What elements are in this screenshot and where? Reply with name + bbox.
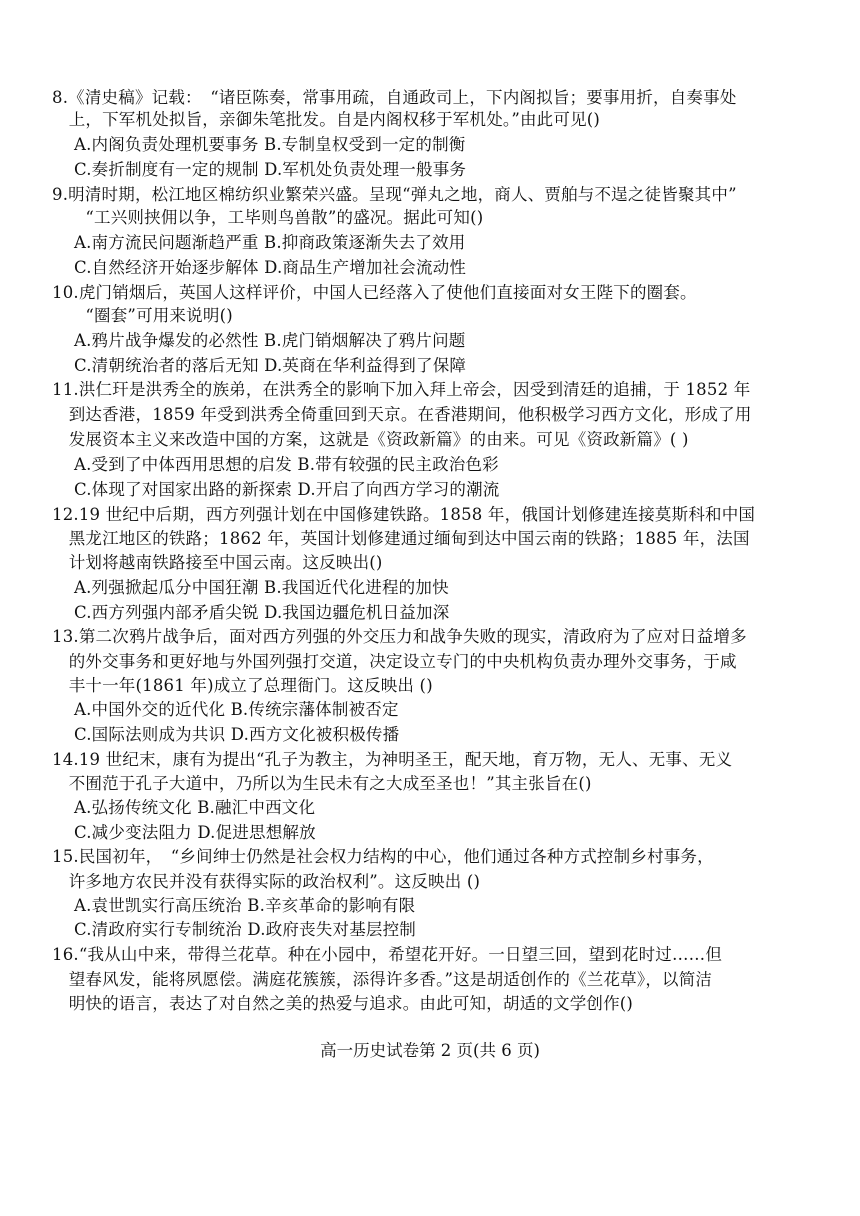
question-text-line: 16.“我从山中来，带得兰花草。种在小园中，希望花开好。一日望三回，望到花时过……但: [52, 945, 723, 964]
question-text-line: 的外交事务和更好地与外国列强打交道，决定设立专门的中央机构负责办理外交事务，于咸: [52, 652, 737, 671]
question-text-line: 13.第二次鸦片战争后，面对西方列强的外交压力和战争失败的现实，清政府为了应对日益增多: [52, 627, 747, 646]
answer-option-line: C.国际法则成为共识 D.西方文化被积极传播: [74, 725, 400, 744]
page-footer: 高一历史试卷第 2 页(共 6 页): [320, 1041, 540, 1060]
question-text-line: 计划将越南铁路接至中国云南。这反映出(): [52, 553, 383, 572]
question-text-line: 12.19 世纪中后期，西方列强计划在中国修建铁路。1858 年，俄国计划修建连接莫斯科和中国: [52, 505, 756, 524]
question-text-line: 望春风发，能将夙愿偿。满庭花簇簇，添得许多香。”这是胡适创作的《兰花草》，以简洁: [52, 970, 713, 989]
question-text-line: 11.洪仁玕是洪秀全的族弟，在洪秀全的影响下加入拜上帝会，因受到清廷的追捕，于 1852 年: [52, 380, 751, 399]
question-text-line: 15.民国初年， “乡间绅士仍然是社会权力结构的中心，他们通过各种方式控制乡村事务，: [52, 847, 714, 866]
answer-option-line: C.体现了对国家出路的新探索 D.开启了向西方学习的潮流: [74, 480, 500, 499]
question-text-line: 黑龙江地区的铁路；1862 年，英国计划修建通过缅甸到达中国云南的铁路；1885 年，法国: [52, 529, 750, 548]
answer-option-line: A.中国外交的近代化 B.传统宗藩体制被否定: [74, 700, 399, 719]
question-text-line: 不囿范于孔子大道中，乃所以为生民未有之大成至圣也！”其主张旨在(): [52, 774, 592, 793]
answer-option-line: A.内阁负责处理机要事务 B.专制皇权受到一定的制衡: [74, 135, 466, 154]
question-text-line: “工兴则挟佣以争，工毕则鸟兽散”的盛况。据此可知(): [52, 208, 484, 227]
answer-option-line: C.奏折制度有一定的规制 D.军机处负责处理一般事务: [74, 160, 467, 179]
answer-option-line: C.减少变法阻力 D.促进思想解放: [74, 823, 316, 842]
answer-option-line: A.列强掀起瓜分中国狂潮 B.我国近代化进程的加快: [74, 578, 449, 597]
question-text-line: 8.《清史稿》记载： “诸臣陈奏，常事用疏，自通政司上，下内阁拟旨；要事用折，自奏事处: [52, 88, 737, 107]
answer-option-line: C.自然经济开始逐步解体 D.商品生产增加社会流动性: [74, 258, 467, 277]
question-text-line: “圈套”可用来说明(): [52, 306, 233, 325]
answer-option-line: C.清朝统治者的落后无知 D.英商在华利益得到了保障: [74, 356, 467, 375]
question-text-line: 明快的语言，表达了对自然之美的热爱与追求。由此可知，胡适的文学创作(): [52, 994, 634, 1013]
question-text-line: 到达香港，1859 年受到洪秀全倚重回到天京。在香港期间，他积极学习西方文化，形成了用: [52, 405, 752, 424]
answer-option-line: A.鸦片战争爆发的必然性 B.虎门销烟解决了鸦片问题: [74, 331, 466, 350]
answer-option-line: A.袁世凯实行高压统治 B.辛亥革命的影响有限: [74, 896, 416, 915]
question-text-line: 14.19 世纪末，康有为提出“孔子为教主，为神明圣王，配天地，育万物，无人、无事、无义: [52, 750, 733, 769]
answer-option-line: C.清政府实行专制统治 D.政府丧失对基层控制: [74, 920, 417, 939]
question-text-line: 上，下军机处拟旨，亲御朱笔批发。自是内阁权移于军机处。”由此可见(): [52, 110, 601, 129]
question-text-line: 10.虎门销烟后，英国人这样评价，中国人已经落入了使他们直接面对女王陛下的圈套。: [52, 283, 697, 302]
question-text-line: 9.明清时期，松江地区棉纺织业繁荣兴盛。呈现“弹丸之地，商人、贾舶与不逞之徒皆聚其中”: [52, 185, 737, 204]
question-text-line: 发展资本主义来改造中国的方案，这就是《资政新篇》的由来。可见《资政新篇》( ): [52, 430, 689, 449]
answer-option-line: A.受到了中体西用思想的启发 B.带有较强的民主政治色彩: [74, 455, 499, 474]
question-text-line: 许多地方农民并没有获得实际的政治权利”。这反映出 (): [52, 872, 481, 891]
answer-option-line: C.西方列强内部矛盾尖锐 D.我国边疆危机日益加深: [74, 603, 450, 622]
answer-option-line: A.弘扬传统文化 B.融汇中西文化: [74, 798, 316, 817]
question-text-line: 丰十一年(1861 年)成立了总理衙门。这反映出 (): [52, 676, 433, 695]
answer-option-line: A.南方流民问题渐趋严重 B.抑商政策逐渐失去了效用: [74, 233, 466, 252]
